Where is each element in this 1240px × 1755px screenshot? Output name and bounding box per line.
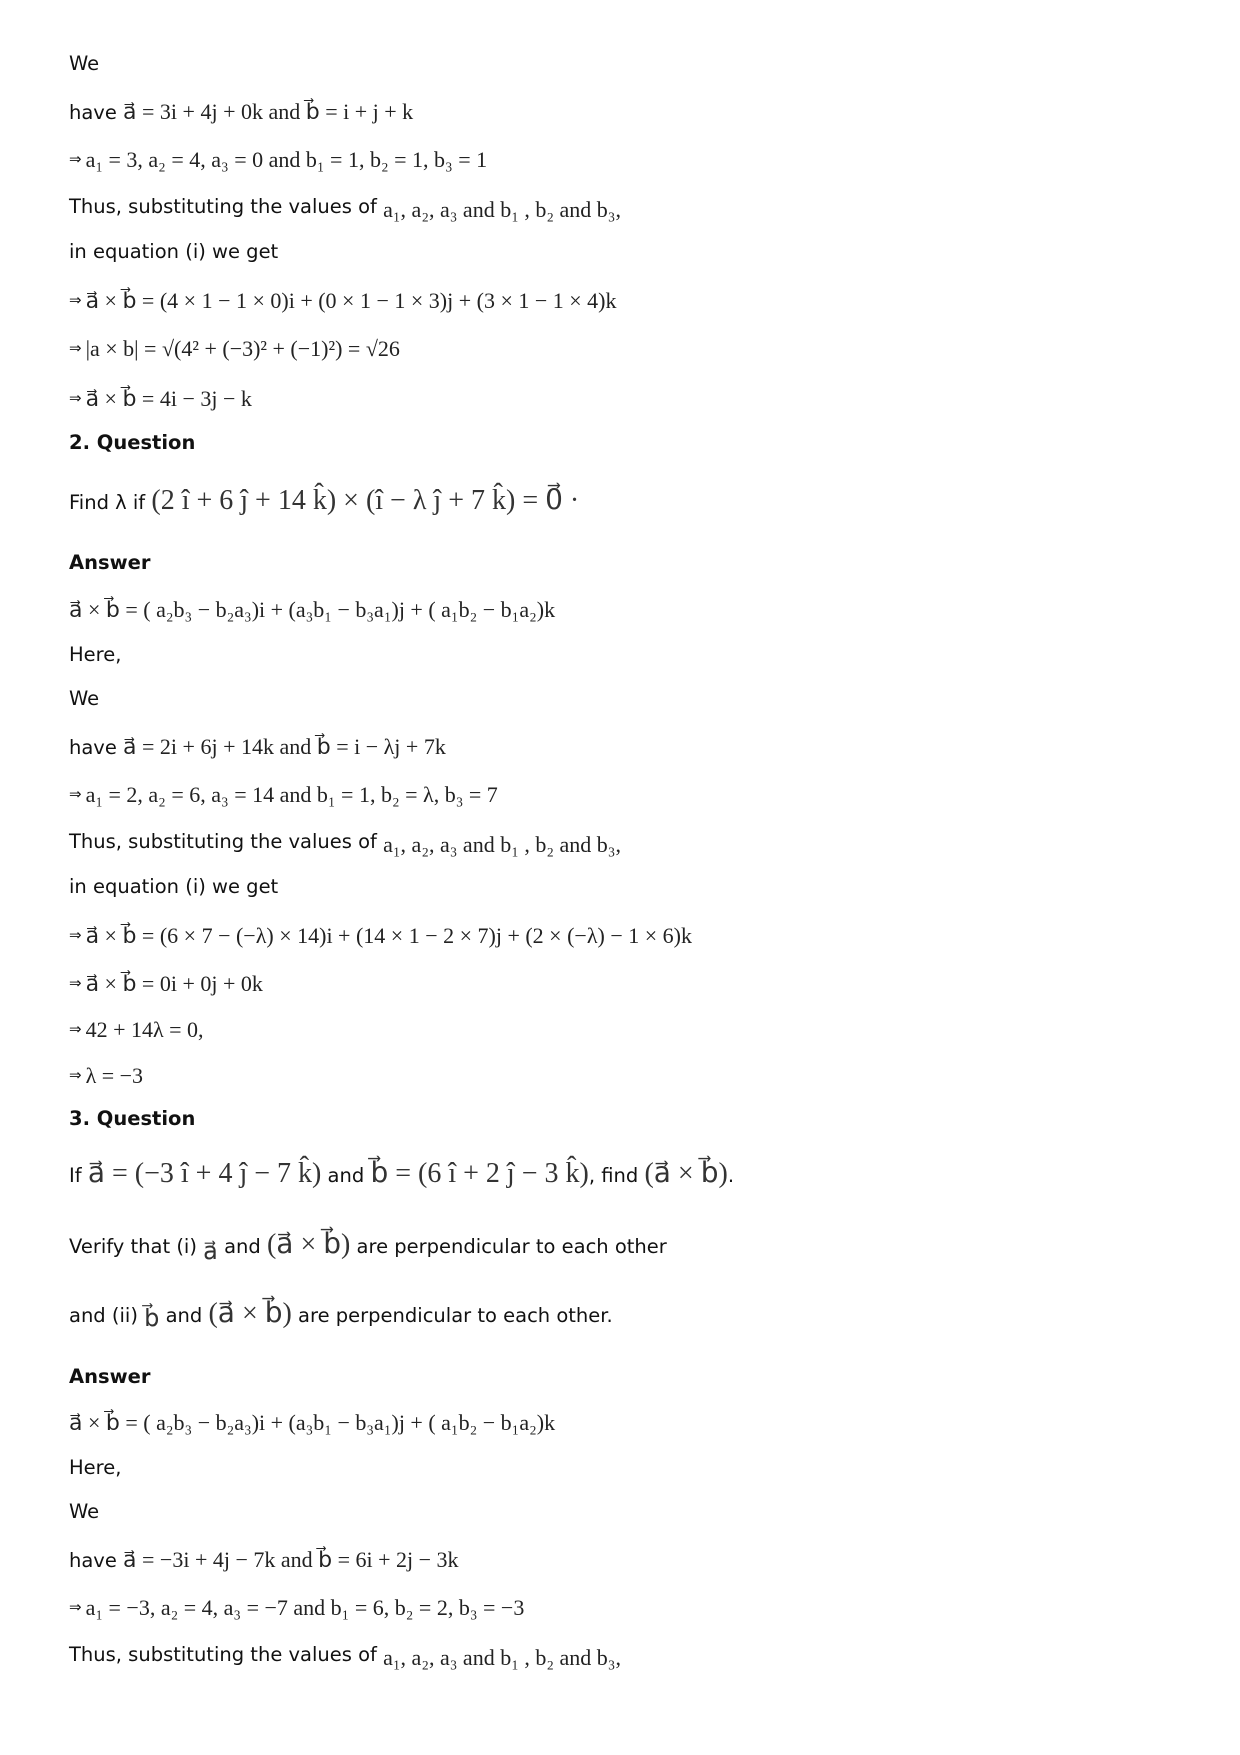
implication-line [69,288,617,314]
text-prefix: Thus, substituting the values of [69,830,384,853]
math-expression: λ = −3 [85,1063,144,1088]
text-fragment: and [321,1164,371,1187]
question-heading: 3. Question [69,1107,196,1130]
math-expression: a⃗ × b⃗ = 4i − 3j − k [85,386,252,411]
implies-arrow-icon: ⇒ [69,389,82,407]
math-expression: a⃗ = 2i + 6j + 14k and b⃗ = i − λj + 7k [123,734,446,759]
implication-line [69,923,692,949]
text-prefix: Thus, substituting the values of [69,195,384,218]
text-line: We [69,52,100,75]
given-vectors-line [69,1547,459,1573]
text-fragment: . [727,1164,735,1187]
math-expression: b⃗ = (6 î + 2 ĵ − 3 k̂) [370,1158,589,1189]
implication-line [69,147,487,173]
text-line: Here, [69,643,122,666]
implication-line [69,782,498,808]
text-line: in equation (i) we get [69,240,279,263]
math-expression: a⃗ × b⃗ = ( a₂b₃ − b₂a₃)i + (a₃b₁ − b₃a₁)j + ( a₁b₂ − b₁a₂)k [69,597,556,622]
implication-line [69,971,263,997]
implication-line [69,1063,143,1089]
implication-line [69,386,252,412]
implies-arrow-icon: ⇒ [69,785,82,803]
implies-arrow-icon: ⇒ [69,926,82,944]
math-expression: (a⃗ × b⃗) [644,1158,728,1189]
question-statement [69,1156,734,1190]
math-expression: (a⃗ × b⃗) [208,1298,292,1329]
implies-arrow-icon: ⇒ [69,1066,82,1084]
text-fragment: If [69,1164,88,1187]
math-expression: a⃗ × b⃗ = (6 × 7 − (−λ) × 14)i + (14 × 1 − 2 × 7)j + (2 × (−λ) − 1 × 6)k [85,923,692,948]
math-expression: a₁, a₂, a₃ and b₁ , b₂ and b₃, [383,832,621,857]
math-expression: b⃗ [144,1306,160,1332]
text-prefix: have [69,101,124,124]
text-prefix: have [69,1549,124,1572]
substitution-line [69,828,621,857]
math-expression: (a⃗ × b⃗) [266,1229,351,1260]
text-fragment: , find [588,1164,645,1187]
text-fragment: are perpendicular to each other. [291,1304,613,1327]
math-expression: a₁ = −3, a₂ = 4, a₃ = −7 and b₁ = 6, b₂ = 2, b₃ = −3 [85,1595,525,1620]
math-expression: a⃗ = (−3 î + 4 ĵ − 7 k̂) [87,1158,322,1189]
question-statement [69,1227,667,1265]
implies-arrow-icon: ⇒ [69,1598,82,1616]
implies-arrow-icon: ⇒ [69,339,82,357]
math-expression: a₁, a₂, a₃ and b₁ , b₂ and b₃, [383,1645,621,1670]
cross-product-formula [69,1410,555,1436]
text-line: We [69,687,100,710]
math-expression: a₁ = 3, a₂ = 4, a₃ = 0 and b₁ = 1, b₂ = 1, b₃ = 1 [85,147,488,172]
math-expression: a₁, a₂, a₃ and b₁ , b₂ and b₃, [383,197,621,222]
answer-heading: Answer [69,1365,151,1388]
implies-arrow-icon: ⇒ [69,1020,82,1038]
implication-line [69,336,400,362]
math-expression: |a × b| = √(4² + (−3)² + (−1)²) = √26 [85,336,400,361]
given-vectors-line [69,734,446,760]
text-line: Here, [69,1456,122,1479]
math-expression: a⃗ × b⃗ = 0i + 0j + 0k [85,971,263,996]
text-line: We [69,1500,100,1523]
math-expression: a⃗ [203,1239,218,1265]
math-expression: a⃗ = −3i + 4j − 7k and b⃗ = 6i + 2j − 3k [123,1547,459,1572]
implies-arrow-icon: ⇒ [69,150,82,168]
implication-line [69,1017,204,1043]
given-vectors-line [69,99,413,125]
cross-product-formula [69,597,555,623]
math-expression: a⃗ × b⃗ = ( a₂b₃ − b₂a₃)i + (a₃b₁ − b₃a₁)j + ( a₁b₂ − b₁a₂)k [69,1410,556,1435]
text-fragment: are perpendicular to each other [350,1235,667,1258]
text-prefix: Thus, substituting the values of [69,1643,384,1666]
implies-arrow-icon: ⇒ [69,974,82,992]
question-statement [69,483,579,517]
implication-line [69,1595,524,1621]
text-line: in equation (i) we get [69,875,279,898]
math-expression: a₁ = 2, a₂ = 6, a₃ = 14 and b₁ = 1, b₂ = λ, b₃ = 7 [85,782,498,807]
math-expression: 42 + 14λ = 0, [85,1017,204,1042]
math-expression: a⃗ × b⃗ = (4 × 1 − 1 × 0)i + (0 × 1 − 1 × 3)j + (3 × 1 − 1 × 4)k [85,288,617,313]
answer-heading: Answer [69,551,151,574]
text-fragment: and [217,1235,267,1258]
substitution-line [69,193,621,222]
text-prefix: Find λ if [69,491,152,514]
text-fragment: Verify that (i) [69,1235,204,1258]
implies-arrow-icon: ⇒ [69,291,82,309]
text-fragment: and (ii) [69,1304,145,1327]
substitution-line [69,1641,621,1670]
math-expression: (2 î + 6 ĵ + 14 k̂) × (î − λ ĵ + 7 k̂) = 0⃗ · [151,485,580,516]
math-expression: a⃗ = 3i + 4j + 0k and b⃗ = i + j + k [123,99,414,124]
question-statement [69,1296,613,1330]
text-fragment: and [159,1304,209,1327]
text-prefix: have [69,736,124,759]
question-heading: 2. Question [69,431,196,454]
